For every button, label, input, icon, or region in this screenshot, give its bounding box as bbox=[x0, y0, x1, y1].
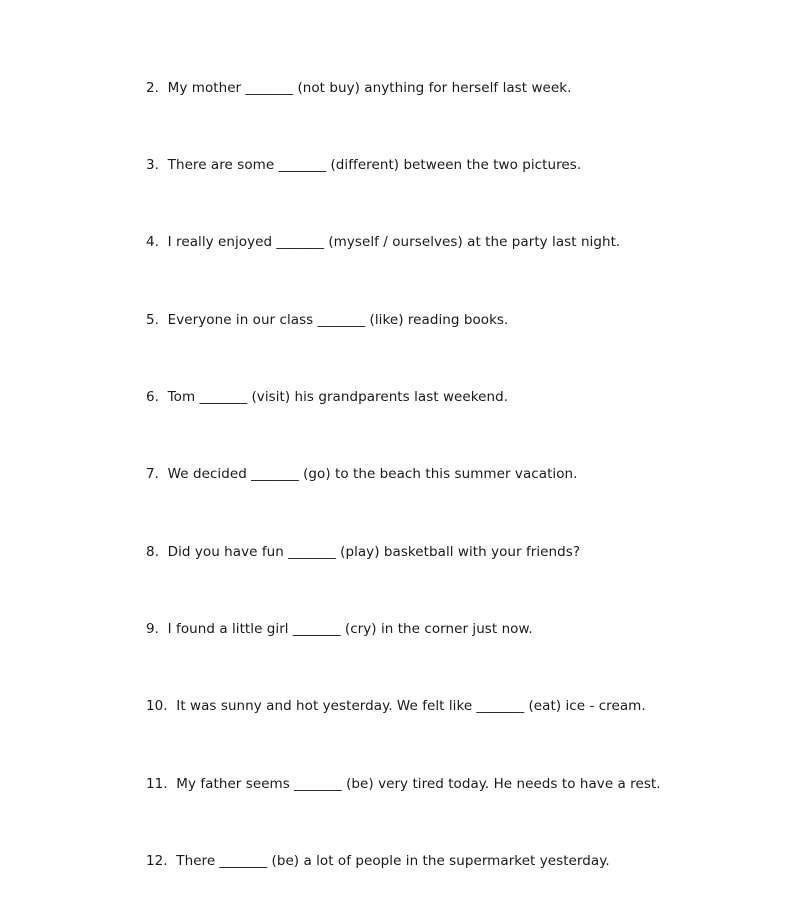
exercise-5: 5. Everyone in our class _______ (like) reading books. bbox=[146, 312, 509, 328]
exercise-4: 4. I really enjoyed _______ (myself / ourselves) at the party last night. bbox=[146, 234, 621, 250]
exercise-9: 9. I found a little girl _______ (cry) in the corner just now. bbox=[146, 621, 533, 637]
exercise-2: 2. My mother _______ (not buy) anything for herself last week. bbox=[146, 80, 572, 96]
exercise-7: 7. We decided _______ (go) to the beach this summer vacation. bbox=[146, 466, 578, 482]
exercise-3: 3. There are some _______ (different) between the two pictures. bbox=[146, 157, 582, 173]
exercise-12: 12. There _______ (be) a lot of people in the supermarket yesterday. bbox=[146, 853, 610, 869]
exercise-10: 10. It was sunny and hot yesterday. We felt like _______ (eat) ice - cream. bbox=[146, 698, 646, 714]
exercise-8: 8. Did you have fun _______ (play) basketball with your friends? bbox=[146, 544, 581, 560]
exercise-11: 11. My father seems _______ (be) very tired today. He needs to have a rest. bbox=[146, 776, 661, 792]
exercise-6: 6. Tom _______ (visit) his grandparents last weekend. bbox=[146, 389, 509, 405]
